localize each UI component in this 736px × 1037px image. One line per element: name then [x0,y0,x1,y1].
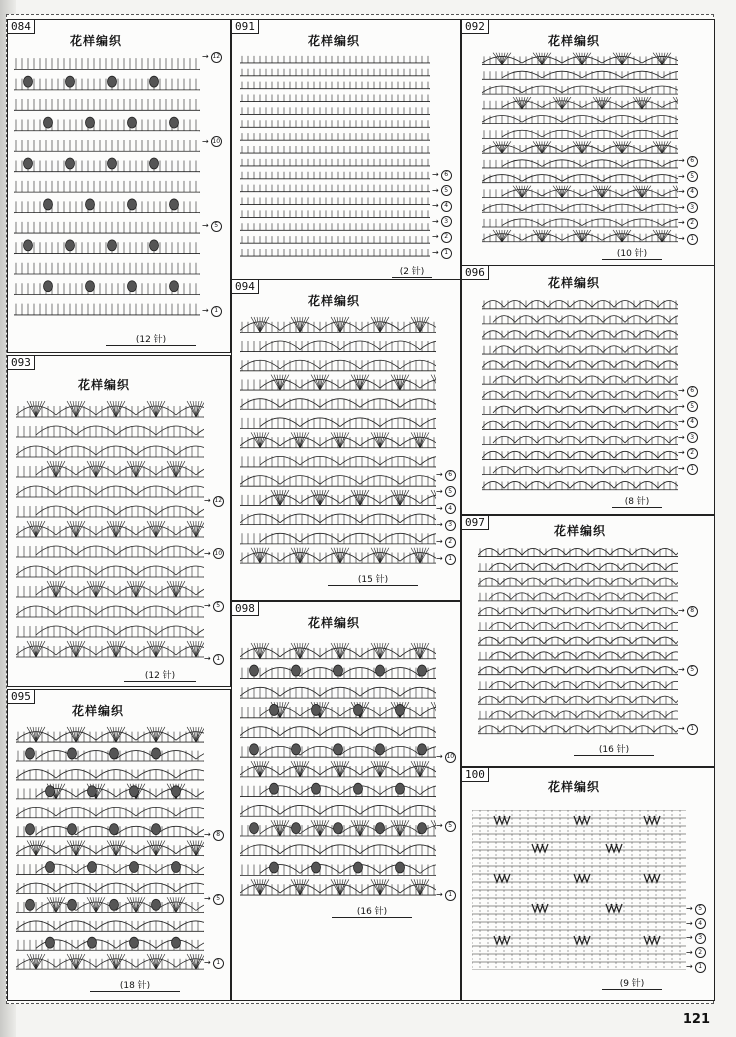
arrow-icon: → [686,947,693,957]
row-number: 6 [687,386,698,397]
row-marker [436,537,456,547]
arrow-icon: → [204,601,211,611]
row-number: 4 [695,918,706,929]
row-marker [436,554,456,564]
arrow-icon: → [678,156,685,165]
panel-id: 100 [462,768,489,782]
row-marker [204,894,224,904]
arrow-icon: → [436,752,443,761]
row-marker [678,724,698,734]
crochet-chart [16,726,204,972]
row-markers [204,496,228,666]
row-marker [686,933,706,943]
stitch-count: (12 针) [106,332,196,346]
arrow-icon: → [678,171,685,181]
stitch-count: (15 针) [328,572,418,586]
row-number: 8 [687,606,698,617]
row-marker [678,386,698,396]
stitch-count: (12 针) [124,668,196,682]
row-markers [204,830,228,970]
crochet-chart [482,52,678,244]
row-markers [436,752,458,902]
panel-title: 花样编织 [308,34,361,48]
row-marker [678,234,698,244]
arrow-icon: → [436,537,443,547]
arrow-icon: → [686,962,693,971]
stitch-count: (8 针) [612,494,662,508]
row-marker [678,417,698,427]
arrow-icon: → [432,248,439,257]
row-marker [436,520,456,530]
row-marker [686,962,706,972]
row-marker [686,919,706,929]
row-number: 4 [687,417,698,428]
arrow-icon: → [202,136,209,146]
row-marker [432,217,452,227]
panel-id: 096 [462,266,489,280]
row-markers [436,470,458,566]
panel-title: 花样编织 [78,378,131,392]
row-marker [678,402,698,412]
arrow-icon: → [204,654,211,663]
arrow-icon: → [678,234,685,243]
arrow-icon: → [204,496,211,505]
stitch-count: (16 针) [332,904,412,918]
panel-title: 花样编织 [554,524,607,538]
row-marker [204,549,224,559]
arrow-icon: → [432,201,439,211]
stitch-count: (16 针) [574,742,654,756]
panel-094 [231,279,461,601]
row-number: 4 [687,187,698,198]
panel-title: 花样编织 [72,704,125,718]
row-number: 6 [687,156,698,167]
row-marker [202,306,222,316]
row-number: 4 [445,503,456,514]
row-markers [202,52,228,318]
row-number: 3 [687,432,698,443]
row-number: 10 [213,548,224,559]
row-number: 1 [213,958,224,969]
row-marker [202,221,222,231]
panel-097 [461,515,715,767]
row-marker [436,752,456,762]
row-marker [204,830,224,840]
arrow-icon: → [678,606,685,615]
arrow-icon: → [678,187,685,197]
row-number: 6 [441,170,452,181]
arrow-icon: → [678,432,685,442]
row-marker [202,52,222,62]
row-marker [678,156,698,166]
panel-title: 花样编织 [548,276,601,290]
pattern-sheet [6,14,714,1004]
arrow-icon: → [678,665,685,674]
arrow-icon: → [204,830,211,839]
row-marker [202,137,222,147]
row-marker [678,172,698,182]
row-marker [204,496,224,506]
panel-title: 花样编织 [548,780,601,794]
panel-093 [7,355,231,687]
arrow-icon: → [432,232,439,242]
arrow-icon: → [202,52,209,61]
arrow-icon: → [678,417,685,427]
stitch-count: (9 针) [602,976,662,990]
row-marker [432,201,452,211]
row-number: 3 [445,520,456,531]
row-number: 1 [687,464,698,475]
row-markers [678,386,712,476]
panel-096 [461,265,715,515]
row-number: 5 [687,171,698,182]
row-number: 5 [687,401,698,412]
row-marker [204,601,224,611]
row-marker [432,248,452,258]
arrow-icon: → [678,386,685,395]
panel-id: 095 [8,690,35,704]
row-marker [678,203,698,213]
row-marker [436,821,456,831]
row-number: 2 [441,232,452,243]
row-number: 3 [695,933,706,944]
crochet-chart [14,52,200,318]
arrow-icon: → [436,486,443,496]
row-marker [678,448,698,458]
crochet-chart [478,544,678,736]
row-number: 1 [213,654,224,665]
arrow-icon: → [432,185,439,195]
panel-id: 097 [462,516,489,530]
arrow-icon: → [678,448,685,458]
arrow-icon: → [436,503,443,513]
arrow-icon: → [686,918,693,928]
stitch-count: (18 针) [90,978,180,992]
panel-098 [231,601,461,1001]
arrow-icon: → [204,958,211,967]
panel-095 [7,689,231,1001]
row-number: 2 [445,537,456,548]
stitch-count: (2 针) [392,264,432,278]
panel-id: 091 [232,20,259,34]
arrow-icon: → [678,724,685,733]
row-number: 2 [695,947,706,958]
row-markers [432,170,458,260]
panel-id: 084 [8,20,35,34]
row-number: 1 [441,248,452,259]
arrow-icon: → [678,464,685,473]
crochet-chart [240,52,430,258]
row-markers [678,606,712,736]
row-number: 5 [445,821,456,832]
row-number: 8 [213,830,224,841]
row-marker [436,890,456,900]
arrow-icon: → [678,202,685,212]
panel-title: 花样编织 [308,294,361,308]
row-markers [686,904,712,974]
panel-title: 花样编织 [70,34,123,48]
arrow-icon: → [204,894,211,903]
crochet-chart [16,400,204,660]
row-marker [436,487,456,497]
row-number: 5 [441,185,452,196]
panel-title: 花样编织 [308,616,361,630]
arrow-icon: → [202,221,209,231]
row-marker [686,948,706,958]
panel-092 [461,19,715,267]
row-number: 4 [441,201,452,212]
panel-084 [7,19,231,353]
arrow-icon: → [678,218,685,228]
crochet-chart [240,642,436,898]
arrow-icon: → [436,520,443,530]
panel-title: 花样编织 [548,34,601,48]
row-number: 1 [211,306,222,317]
arrow-icon: → [436,554,443,563]
panel-091 [231,19,461,281]
arrow-icon: → [202,306,209,315]
row-marker [678,606,698,616]
crochet-chart [472,810,686,970]
row-marker [432,232,452,242]
row-number: 12 [211,52,222,63]
panel-100 [461,767,715,1001]
crochet-chart [240,316,436,566]
arrow-icon: → [204,548,211,558]
row-markers [678,156,712,246]
row-marker [436,470,456,480]
row-number: 10 [445,752,456,763]
arrow-icon: → [686,933,693,942]
arrow-icon: → [432,216,439,226]
row-number: 1 [687,724,698,735]
arrow-icon: → [432,170,439,179]
row-number: 10 [211,136,222,147]
arrow-icon: → [678,401,685,411]
row-marker [678,433,698,443]
arrow-icon: → [436,890,443,899]
panel-id: 094 [232,280,259,294]
row-marker [432,186,452,196]
row-number: 12 [213,496,224,507]
row-number: 5 [445,486,456,497]
row-marker [678,464,698,474]
page-number: 121 [682,1012,710,1027]
row-number: 3 [441,216,452,227]
arrow-icon: → [436,470,443,479]
panel-id: 098 [232,602,259,616]
row-number: 5 [213,601,224,612]
row-number: 6 [445,470,456,481]
panel-id: 092 [462,20,489,34]
row-marker [204,654,224,664]
row-number: 1 [687,234,698,245]
row-marker [432,170,452,180]
row-number: 1 [445,890,456,901]
row-number: 2 [687,218,698,229]
panel-id: 093 [8,356,35,370]
row-number: 3 [687,202,698,213]
row-number: 1 [695,962,706,973]
row-marker [436,504,456,514]
row-marker [686,904,706,914]
row-marker [678,187,698,197]
row-number: 5 [687,665,698,676]
row-number: 5 [213,894,224,905]
stitch-count: (10 针) [602,246,662,260]
row-marker [678,665,698,675]
arrow-icon: → [436,821,443,830]
crochet-chart [482,296,678,492]
row-number: 5 [695,904,706,915]
row-marker [678,218,698,228]
row-number: 2 [687,448,698,459]
row-number: 1 [445,554,456,565]
arrow-icon: → [686,904,693,913]
row-marker [204,958,224,968]
row-number: 5 [211,221,222,232]
